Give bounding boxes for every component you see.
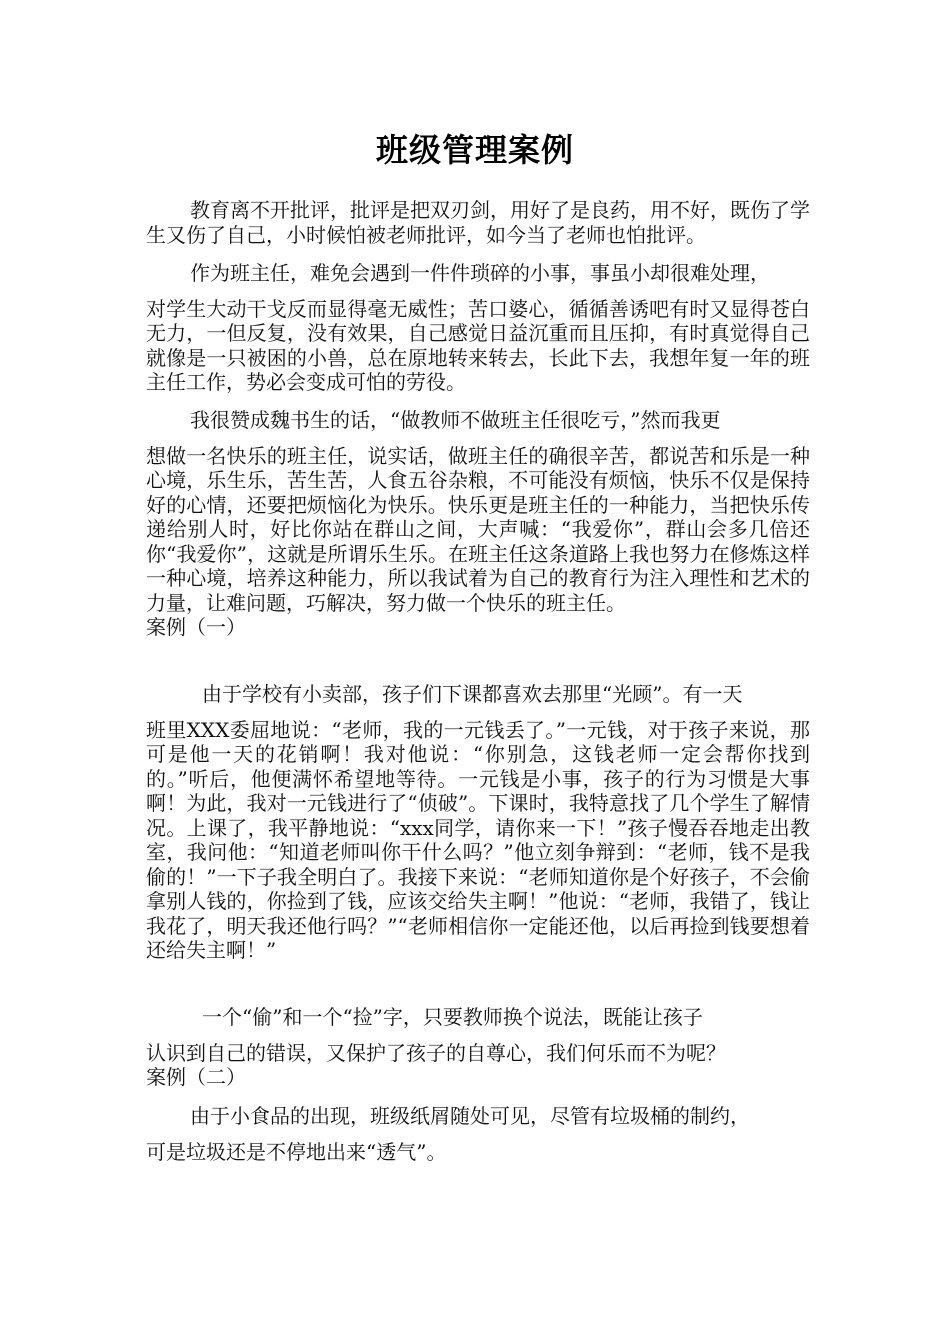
paragraph-4-first-line: 由于学校有小卖部，孩子们下课都喜欢去那里“光顾”。有一天 — [202, 682, 743, 706]
paragraph-6-first-line: 由于小食品的出现，班级纸屑随处可见，尽管有垃圾桶的制约， — [190, 1104, 750, 1128]
paragraph-6-body: 可是垃圾还是不停地出来“透气”。 — [146, 1139, 447, 1164]
paragraph-4-body: 班里XXX委屈地说：“老师，我的一元钱丢了。”一元钱，对于孩子来说，那可是他一天的花销啊！我对他说：“你别急，这钱老师一定会帮你找到的。”听后，他便满怀希望地等待。一元钱是小事，孩子的行为习惯是大事啊！为此，我对一元钱进行了“侦破”。下课时，我特意找了几个学生了解情况。上课了，我平静地说：“xxx同学，请你来一下！”孩子慢吞吞地走出教室，我问他：“知道老师叫你干什么吗？”他立刻争辩到：“老师，钱不是我偷的！”一下子我全明白了。我接下来说：“老师知道你是个好孩子，不会偷拿别人钱的，你捡到了钱，应该交给失主啊！”他说：“老师，我错了，钱让我花了，明天我还他行吗？”“老师相信你一定能还他，以后再捡到钱要想着还给失主啊！” — [146, 717, 810, 962]
paragraph-2-first-line: 作为班主任，难免会遇到一件件琐碎的小事，事虽小却很难处理， — [190, 261, 770, 285]
case-2-label: 案例（二） — [146, 1065, 246, 1089]
paragraph-2-body: 对学生大动干戈反而显得毫无威性；苦口婆心，循循善诱吧有时又显得苍白无力，一但反复，没有效果，自己感觉日益沉重而且压抑，有时真觉得自己就像是一只被困的小兽，总在原地转来转去，长此下去，我想年复一年的班主任工作，势必会变成可怕的劳役。 — [146, 296, 810, 394]
paragraph-1-text: 教育离不开批评，批评是把双刃剑，用好了是良药，用不好，既伤了学生又伤了自己，小时候怕被老师批评，如今当了老师也怕批评。 — [146, 198, 810, 247]
paragraph-4 — [146, 682, 810, 963]
paragraph-3 — [146, 408, 810, 640]
paragraph-5 — [146, 1005, 810, 1090]
paragraph-2 — [146, 261, 810, 395]
paragraph-3-body: 想做一名快乐的班主任，说实话，做班主任的确很辛苦，都说苦和乐是一种心境，乐生乐，苦生苦，人食五谷杂粮，不可能没有烦恼，快乐不仅是保持好的心情，还要把烦恼化为快乐。快乐更是班主任的一种能力，当把快乐传递给别人时，好比你站在群山之间，大声喊：“我爱你”，群山会多几倍还你“我爱你”，这就是所谓乐生乐。在班主任这条道路上我也努力在修炼这样一种心境，培养这种能力，所以我试着为自己的教育行为注入理性和艺术的力量，让难问题，巧解决，努力做一个快乐的班主任。 — [146, 443, 810, 615]
paragraph-3-first-line: 我很赞成魏书生的话，“做教师不做班主任很吃亏，”然而我更 — [190, 408, 721, 432]
case-1-label: 案例（一） — [146, 615, 246, 639]
paragraph-1 — [146, 198, 810, 247]
document-title: 班级管理案例 — [375, 131, 574, 169]
paragraph-5-body: 认识到自己的错误，又保护了孩子的自尊心，我们何乐而不为呢？ — [146, 1040, 726, 1065]
paragraph-6 — [146, 1104, 810, 1164]
paragraph-5-first-line: 一个“偷”和一个“捡”字，只要教师换个说法，既能让孩子 — [202, 1005, 703, 1029]
